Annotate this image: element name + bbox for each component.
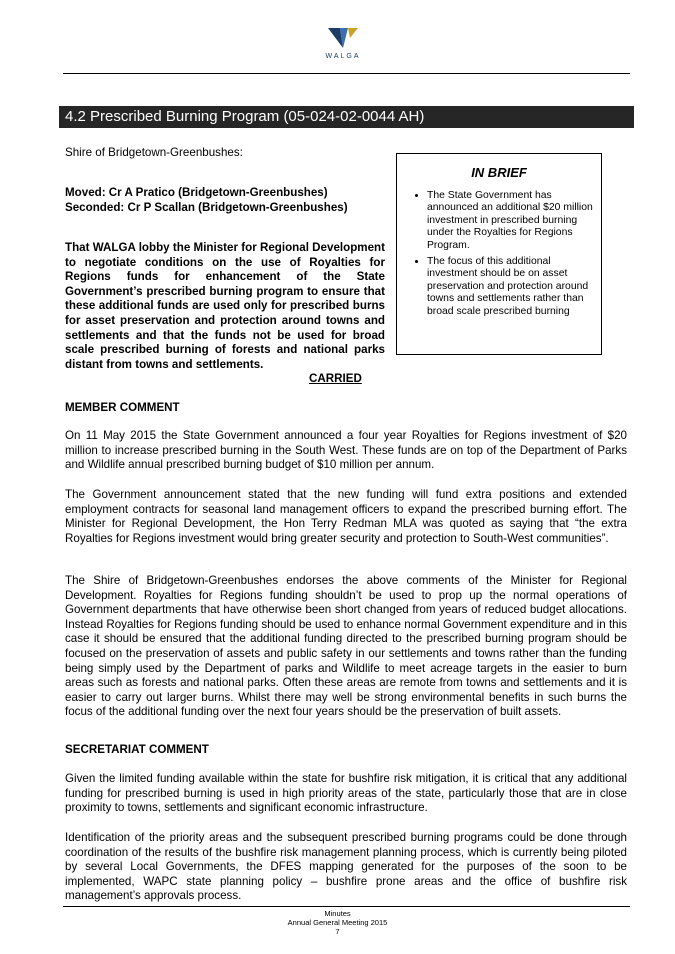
- motion-resolution: That WALGA lobby the Minister for Regional Development to negotiate conditions on the use of Royalties for Regions funds for enhancement of the State Government’s prescribed burning program to ensure that these additional funds are used only for prescribed burns for asset preservation and protection around towns and settlements and that the funds not be used for broad scale prescribed burning of forests and national parks distant from towns and settlements.: [65, 241, 385, 371]
- secretariat-comment-paragraph: Identification of the priority areas and the subsequent prescribed burning programs could be done through coordination of the results of the bushfire risk management planning process, which is currently being piloted by several Local Governments, the DFES mapping generated for the purposes of the soon to be implemented, WAPC state planning policy – bushfire prone areas and the office of bushfire risk management’s approvals process.: [65, 831, 627, 903]
- page-footer: [0, 909, 675, 936]
- member-comment-paragraph: The Shire of Bridgetown-Greenbushes endorses the above comments of the Minister for Regional Development. Royalties for Regions funding shouldn’t be used to prop up the normal operations of Government departments that have otherwise been short changed from years of reduced budget allocations. Instead Royalties for Regions funding should be used to enhance normal Government expenditure and in this case it should be ensured that the additional funding directed to the prescribed burning program should be focused on the preservation of assets and public safety in our settlements and towns rather than the funding being simply used by the Department of parks and Wildlife to meet acreage targets in the easier to burn areas such as forests and national parks. Often these areas are remote from towns and settlements and it is easier to carry out larger burns. Whilst there may well be strong environmental benefits in such burns the focus of the additional funding over the next four years should be the preservation of built assets.: [65, 574, 627, 719]
- header-divider: [63, 73, 630, 74]
- walga-logo: [318, 26, 368, 72]
- secretariat-comment-heading: SECRETARIAT COMMENT: [65, 743, 209, 756]
- in-brief-item: • The State Government has announced an additional $20 million investment in prescribed burning under the Royalties for Regions Program.: [427, 190, 593, 252]
- member-comment-paragraph: The Government announcement stated that the new funding will fund extra positions and extended employment contracts for seasonal land management officers to expand the prescribed burning effort. The Minister for Regional Development, the Hon Terry Redman MLA was quoted as saying that “the extra Royalties for Regions investment would bring greater security and protection to South-West communities”.: [65, 488, 627, 545]
- section-title: 4.2 Prescribed Burning Program (05-024-02-0044 AH): [59, 106, 634, 128]
- in-brief-box: [396, 153, 602, 355]
- footer-divider: [63, 906, 630, 907]
- member-comment-paragraph: On 11 May 2015 the State Government announced a four year Royalties for Regions investment of $20 million to increase prescribed burning in the South West. These funds are on top of the Department of Parks and Wildlife annual prescribed burning budget of $10 million per annum.: [65, 429, 627, 472]
- seconded-by: Seconded: Cr P Scallan (Bridgetown-Greenbushes): [65, 200, 348, 214]
- footer-meeting: Annual General Meeting 2015: [287, 918, 388, 927]
- moved-by: Moved: Cr A Pratico (Bridgetown-Greenbushes): [65, 186, 328, 199]
- walga-logo-icon: [326, 26, 360, 52]
- in-brief-title: IN BRIEF: [471, 165, 527, 180]
- secretariat-comment-paragraph: Given the limited funding available within the state for bushfire risk mitigation, it is critical that any additional funding for prescribed burning is used in high priority areas of the state, particularly those that are in close proximity to towns, settlements and significant economic infrastructure.: [65, 772, 627, 815]
- logo-text: WALGA: [325, 53, 361, 60]
- motion-result: CARRIED: [309, 372, 362, 385]
- page-number: 7: [335, 927, 340, 936]
- in-brief-list: [397, 190, 601, 318]
- in-brief-item: • The focus of this additional investment should be on asset preservation and protection around towns and settlements rather than broad scale prescribed burning: [427, 256, 593, 318]
- motion-movers: [65, 186, 385, 215]
- footer-label: Minutes: [324, 909, 351, 918]
- member-comment-heading: MEMBER COMMENT: [65, 401, 180, 414]
- submitter: Shire of Bridgetown-Greenbushes:: [65, 146, 243, 159]
